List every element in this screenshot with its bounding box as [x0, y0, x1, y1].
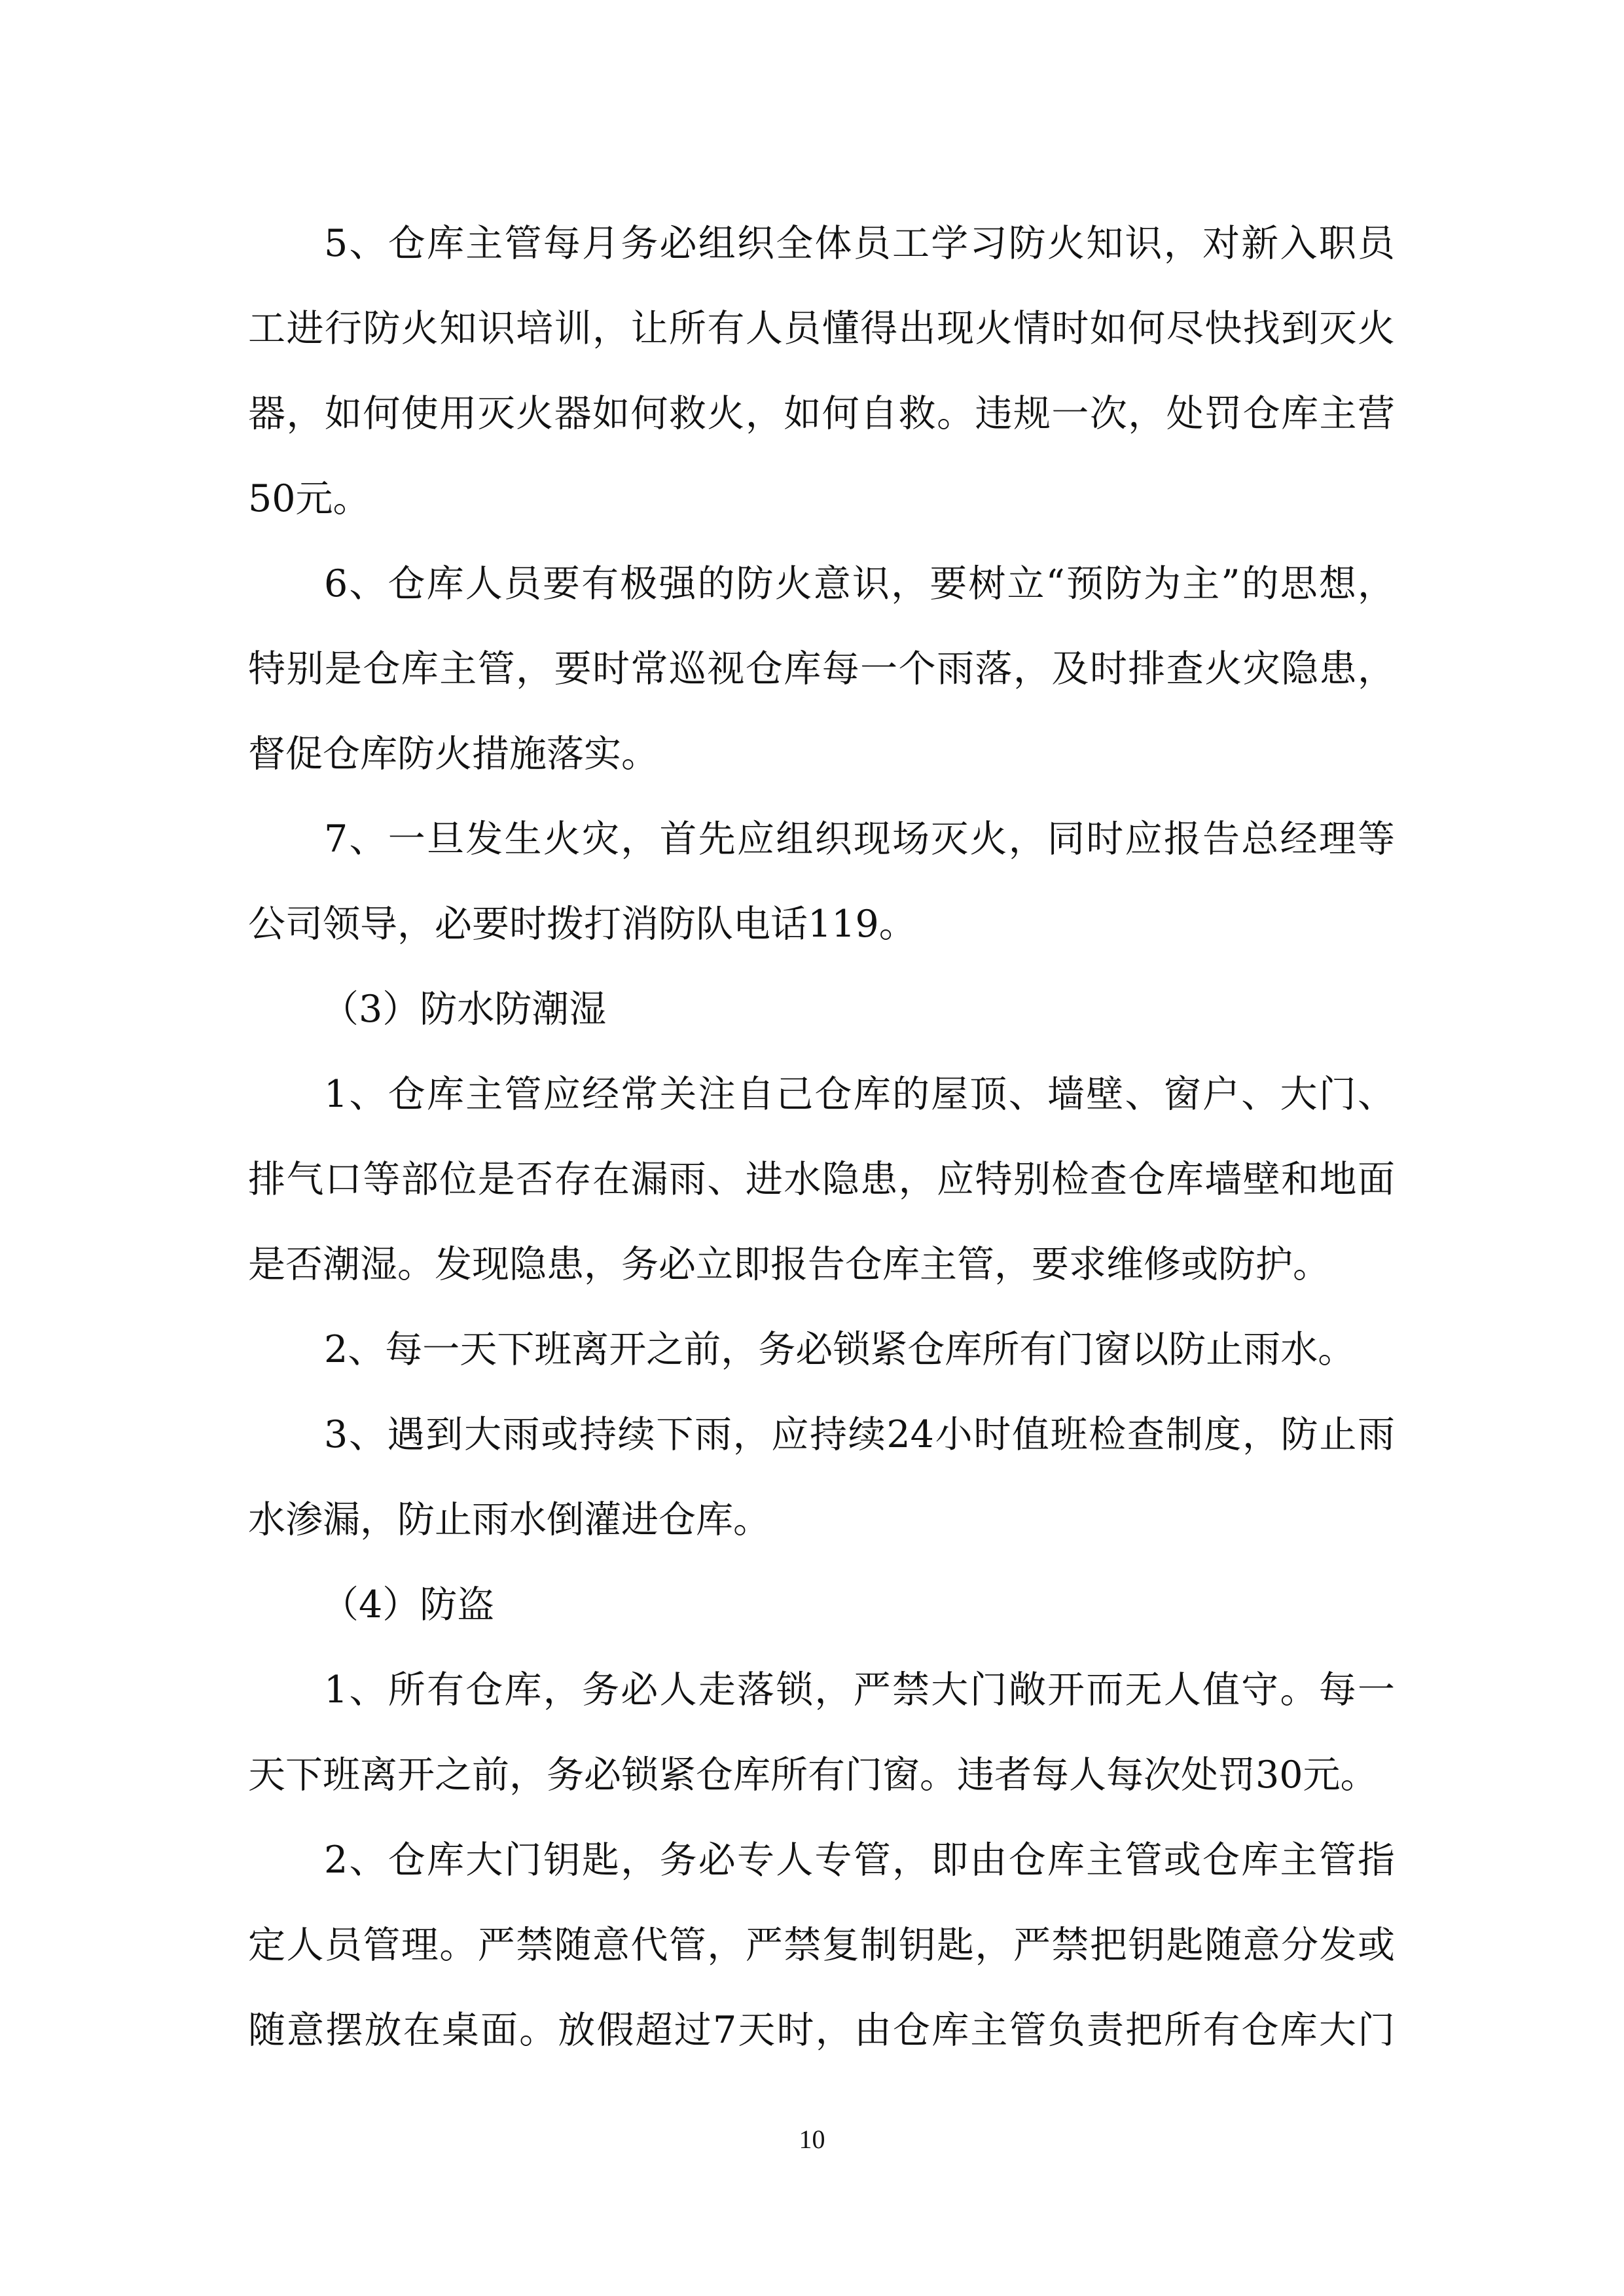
text-line: 器，如何使用灭火器如何救火，如何自救。违规一次，处罚仓库主营 [248, 392, 1395, 435]
text-line: 2、每一天下班离开之前，务必锁紧仓库所有门窗以防止雨水。 [324, 1328, 1356, 1371]
text-line: 2、仓库大门钥匙，务必专人专管，即由仓库主管或仓库主管指 [324, 1839, 1395, 1882]
section-heading [248, 967, 1395, 1052]
text-line: 特别是仓库主管，要时常巡视仓库每一个雨落，及时排查火灾隐患， [248, 647, 1395, 691]
section-heading [248, 1562, 1395, 1647]
text-line: 排气口等部位是否存在漏雨、进水隐患，应特别检查仓库墙壁和地面 [248, 1158, 1395, 1201]
text-line: 随意摆放在桌面。放假超过7天时，由仓库主管负责把所有仓库大门 [248, 2009, 1395, 2052]
text-line: 3、遇到大雨或持续下雨，应持续24小时值班检查制度，防止雨 [324, 1413, 1395, 1456]
text-line: 6、仓库人员要有极强的防火意识，要树立“预防为主”的思想， [324, 562, 1395, 605]
text-line: 工进行防火知识培训，让所有人员懂得出现火情时如何尽快找到灭火 [248, 307, 1395, 350]
text-line: 定人员管理。严禁随意代管，严禁复制钥匙，严禁把钥匙随意分发或 [248, 1924, 1395, 1967]
page-number: 10 [799, 2125, 825, 2154]
text-line: 7、一旦发生火灾，首先应组织现场灭火，同时应报告总经理等 [324, 817, 1395, 861]
paragraph [248, 541, 1395, 797]
paragraph [248, 201, 1395, 541]
paragraph [248, 1647, 1395, 1818]
text-line: 督促仓库防火措施落实。 [248, 732, 659, 776]
paragraph [248, 1052, 1395, 1307]
text-line: 1、所有仓库，务必人走落锁，严禁大门敞开而无人值守。每一 [324, 1668, 1395, 1712]
paragraph [248, 1307, 1395, 1392]
text-line: （4）防盗 [321, 1583, 495, 1626]
text-line: 公司领导，必要时拨打消防队电话119。 [248, 903, 916, 946]
text-line: 是否潮湿。发现隐患，务必立即报告仓库主管，要求维修或防护。 [248, 1243, 1330, 1286]
text-line: 5、仓库主管每月务必组织全体员工学习防火知识，对新入职员 [324, 222, 1395, 265]
paragraph [248, 797, 1395, 967]
paragraph [248, 1818, 1395, 2073]
text-line: 水渗漏，防止雨水倒灌进仓库。 [248, 1498, 770, 1541]
paragraph [248, 1392, 1395, 1562]
document-body [248, 201, 1395, 2073]
text-line: （3）防水防潮湿 [321, 988, 607, 1031]
text-line: 天下班离开之前，务必锁紧仓库所有门窗。违者每人每次处罚30元。 [248, 1753, 1378, 1797]
text-line: 1、仓库主管应经常关注自己仓库的屋顶、墙壁、窗户、大门、 [324, 1073, 1395, 1116]
text-line: 50元。 [248, 477, 370, 520]
